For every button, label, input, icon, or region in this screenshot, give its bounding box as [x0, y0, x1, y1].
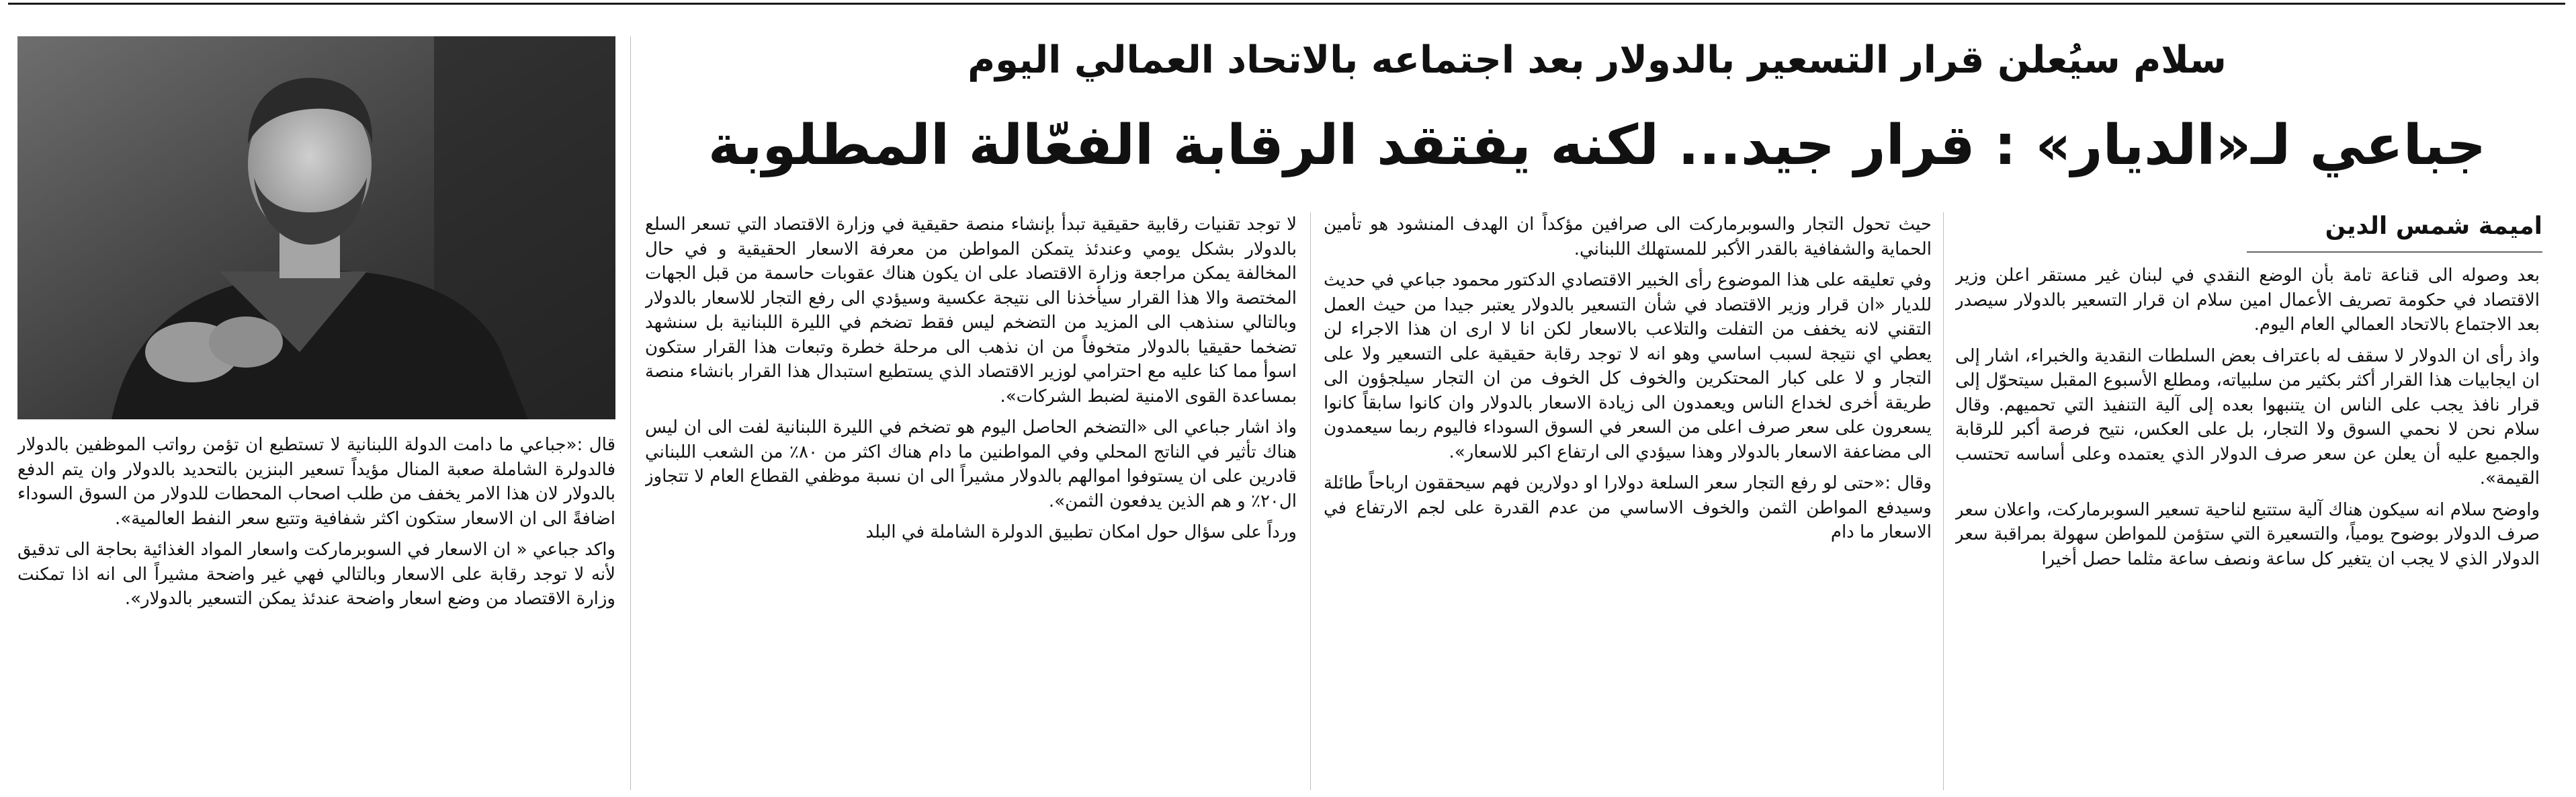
column-divider [1943, 212, 1944, 790]
author-byline: اميمة شمس الدين [2325, 212, 2542, 240]
headline-block [645, 34, 2549, 202]
byline-divider [2247, 251, 2542, 253]
paragraph: وفي تعليقه على هذا الموضوع رأى الخبير الاقتصادي الدكتور محمود جباعي في حديث للديار «ان قرار وزير الاقتصاد في شأن التسعير بالدولار يعتبر جيدا من حيث العمل التقني لانه يخفف من التفلت والتلاعب بالاسعار لكن انا لا ارى ان هذا الاجراء لن يعطي اي نتيجة لسبب اساسي وهو انه لا توجد رقابة حقيقية على التسعير ولا على التجار و لا على كبار المحتكرين والخوف كل الخوف من ان التجار سيلجؤون الى طريقة أخرى لخداع الناس ويعمدون الى زيادة الاسعار بالدولار وان كانوا سابقاً كانوا يسعرون على سعر صرف اعلى من السعر في السوق السوداء فاليوم ربما سيعمدون الى مضاعفة الاسعار بالدولار وهذا سيؤدي الى ارتفاع اكبر للاسعار». [1324, 270, 1932, 462]
paragraph: لا توجد تقنيات رقابية حقيقية تبدأ بإنشاء منصة حقيقية في وزارة الاقتصاد التي تسعر السلع بالدولار بشكل يومي وعندئذ يتمكن المواطن من معرفة الاسعار الحقيقية و في حال المخالفة يمكن مراجعة وزارة الاقتصاد على ان يكون هناك عقوبات حاسمة من قبل الجهات المختصة والا هذا القرار سيأخذنا الى نتيجة عكسية وسيؤدي الى رفع التجار للاسعار بالدولار وبالتالي سنذهب الى المزيد من التضخم ليس فقط تضخم في الليرة اللبنانية بل سنشهد تضخما حقيقيا بالدولار متخوفاً من ان نذهب الى مرحلة خطرة وتبعات هذا القرار ستكون اسوأ مما كنا عليه مع احترامي لوزير الاقتصاد الذي يستطيع استبدال هذا القرار بانشاء منصة بمساعدة القوى الامنية لضبط الشركات». [645, 214, 1297, 407]
paragraph: ورداً على سؤال حول امكان تطبيق الدولرة الشاملة في البلد [865, 522, 1297, 542]
paragraph: حيث تحول التجار والسوبرماركت الى صرافين مؤكداً ان الهدف المنشود هو تأمين الحماية والشفافية بالقدر الأكبر للمستهلك اللبناني. [1324, 214, 1932, 259]
paragraph: وقال :«حتى لو رفع التجار سعر السلعة دولارا او دولارين فهم سيحققون ارباحاً طائلة وسيدفع المواطن الثمن والخوف الاساسي من عدم القدرة على لجم الارتفاع في الاسعار ما دام [1324, 473, 1932, 542]
paragraph: واذ اشار جباعي الى «التضخم الحاصل اليوم هو تضخم في الليرة اللبنانية لفت الى ان ليس هناك تأثير في الناتج المحلي وفي المواطنين ما دام هناك اكثر من ٨٠٪ من الشعب اللبناني قادرين على ان يستوفوا اموالهم بالدولار مشيراً الى ان نسبة موظفي القطاع العام لا تتجاوز ال٢٠٪ و هم الذين يدفعون الثمن». [645, 417, 1297, 511]
paragraph: بعد وصوله الى قناعة تامة بأن الوضع النقدي في لبنان غير مستقر اعلن وزير الاقتصاد في حكومة تصريف الأعمال امين سلام ان قرار التسعير بالدولار سيصدر بعد الاجتماع بالاتحاد العمالي العام اليوم. [1955, 265, 2540, 335]
column-divider [1310, 212, 1311, 790]
paragraph: واكد جباعي « ان الاسعار في السوبرماركت واسعار المواد الغذائية بحاجة الى تدقيق لأنه لا توجد رقابة على الاسعار وبالتالي فهي غير واضحة مشيراً الى انه اذا تمكنت وزارة الاقتصاد من وضع اسعار واضحة عندئذ يمكن التسعير بالدولار». [17, 540, 615, 609]
article-column-2 [1324, 212, 1932, 790]
article-column-3 [645, 212, 1297, 790]
article-headline: جباعي لـ«الديار» : قرار جيد... لكنه يفتقد الرقابة الفعّالة المطلوبة [707, 114, 2487, 177]
article-column-4 [17, 433, 615, 790]
paragraph: واوضح سلام انه سيكون هناك آلية ستتبع لناحية تسعير السوبرماركت، واعلان سعر صرف الدولار بوضوح يومياً، والتسعيرة التي ستؤمن للمواطن سهولة بمراقبة سعر الدولار الذي لا يجب ان يتغير كل ساعة ونصف ساعة مثلما حصل أخيرا [1955, 499, 2540, 569]
article-kicker: سلام سيُعلن قرار التسعير بالدولار بعد اجتماعه بالاتحاد العمالي اليوم [968, 38, 2227, 82]
column-divider [630, 36, 631, 790]
article-column-1 [1955, 263, 2540, 790]
paragraph: واذ رأى ان الدولار لا سقف له باعتراف بعض السلطات النقدية والخبراء، اشار إلى ان ايجابيات هذا القرار أكثر بكثير من سلبياته، ومطلع الأسبوع المقبل سيتحوّل إلى قرار نافذ يجب على الناس ان يتنبهوا بعده إلى آلية التنفيذ التي تحميهم. وقال سلام نحن لا نحمي السوق ولا التجار، بل على العكس، نتيح فرصة أكبر للرقابة والجميع عليه أن يعلن عن سعر صرف الدولار الذي يعتمده وعلى أساسه تحتسب القيمة». [1955, 345, 2540, 489]
portrait-photo [17, 36, 615, 419]
paragraph: قال :«جباعي ما دامت الدولة اللبنانية لا تستطيع ان تؤمن رواتب الموظفين بالدولار فالدولرة الشاملة صعبة المنال مؤيداً تسعير البنزين بالتحديد بالدولار وان يتم الدفع بالدولار لان هذا الامر يخفف من طلب اصحاب المحطات للدولار من السوق السوداء اضافةً الى ان الاسعار ستكون اكثر شفافية وتتبع سعر النفط العالمية». [17, 435, 615, 529]
top-rule [8, 3, 2565, 5]
person-photo-illustration [17, 36, 615, 419]
